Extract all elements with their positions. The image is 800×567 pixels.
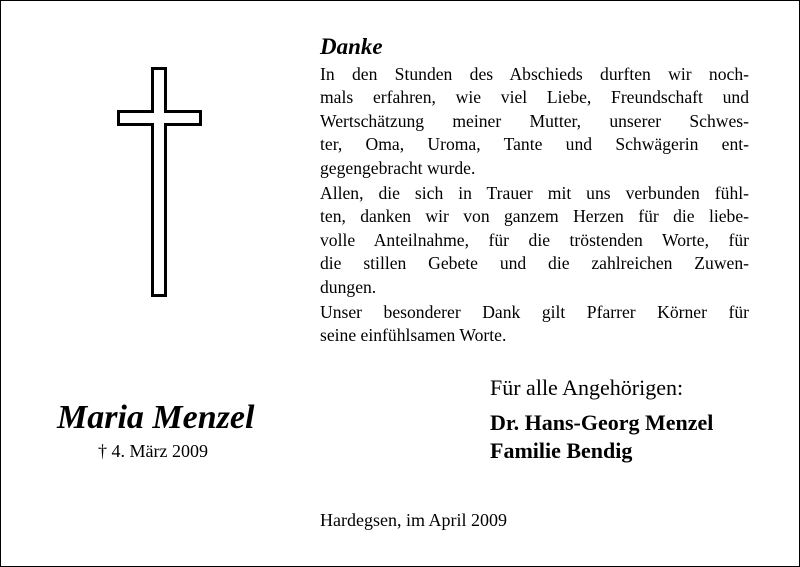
signatory-name: Dr. Hans-Georg Menzel: [490, 410, 714, 435]
paragraph-experience: [320, 63, 749, 180]
text-line: gegengebracht wurde.: [320, 157, 476, 178]
paragraph-special-thanks: [320, 301, 749, 348]
text-line: Unser besonderer Dank gilt Pfarrer Körner für: [320, 302, 749, 322]
text-line: seine einfühlsamen Worte.: [320, 325, 507, 346]
death-date: † 4. März 2009: [98, 441, 208, 461]
cross-icon: [117, 67, 202, 297]
text-line: ter, Oma, Uroma, Tante und Schwägerin ent-: [320, 134, 749, 155]
paragraph-gratitude: [320, 182, 749, 299]
place-date: Hardegsen, im April 2009: [320, 510, 507, 530]
text-line: In den Stunden des Abschieds durften wir noch-: [320, 64, 749, 84]
deceased-name: Maria Menzel: [57, 399, 255, 436]
text-line: mals erfahren, wie viel Liebe, Freundschaft und: [320, 87, 749, 108]
text-line: ten, danken wir von ganzem Herzen für die liebe-: [320, 206, 749, 227]
signatory-name: Familie Bendig: [490, 438, 633, 463]
text-line: Allen, die sich in Trauer mit uns verbunden fühl-: [320, 183, 749, 203]
text-line: Wertschätzung meiner Mutter, unserer Schwes-: [320, 110, 749, 131]
text-line: volle Anteilnahme, für die tröstenden Worte, für: [320, 229, 749, 250]
text-line: dungen.: [320, 276, 377, 297]
signature-intro: Für alle Angehörigen:: [490, 375, 684, 400]
text-line: die stillen Gebete und die zahlreichen Zuwen-: [320, 253, 749, 274]
thanks-heading: Danke: [320, 34, 383, 59]
